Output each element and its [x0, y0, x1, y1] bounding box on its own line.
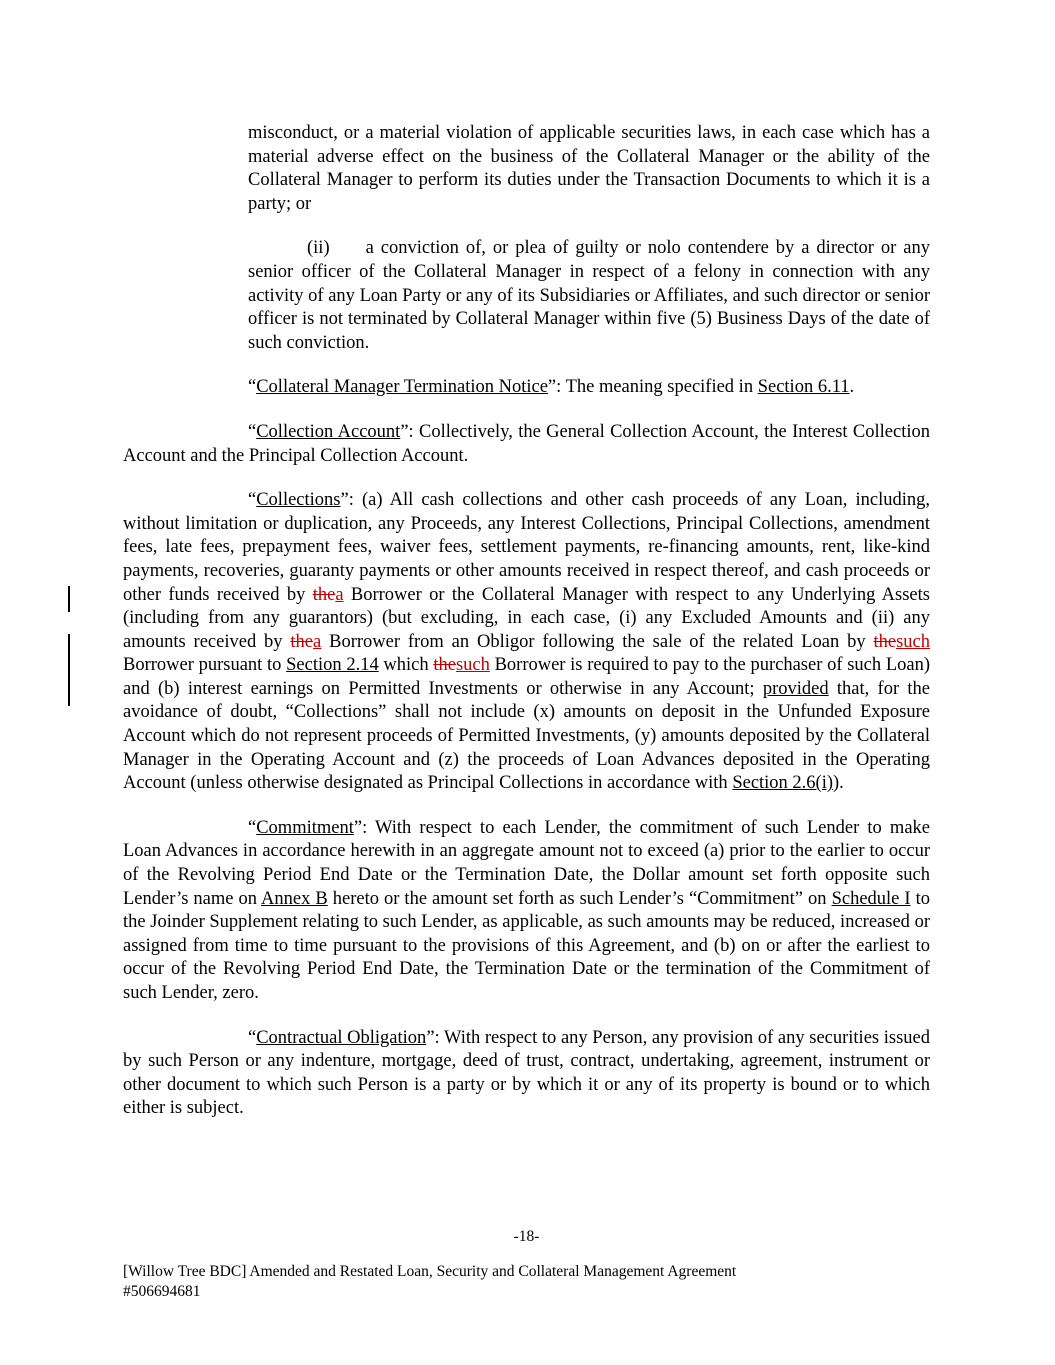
text-run: hereto or the amount set forth as such Lender’s “Commitment” on: [327, 888, 832, 909]
change-bar: [68, 586, 70, 612]
text-run: ”: With respect to each Lender, the commitment of such Lender to make Loan Advances in accordance herewith in an aggregate amount not to exceed (a) prior to the earlier to occur of the Revolving Period End Date or the Termination Date, the Dollar amount set forth opposite such Lender’s name on: [123, 817, 930, 909]
text-run: (ii): [307, 238, 330, 259]
underlined-term: Annex B: [261, 888, 328, 909]
underlined-term: Collection Account: [256, 421, 401, 442]
inserted-text: such: [455, 655, 490, 676]
paragraph-misconduct-clause: [248, 122, 930, 216]
text-run: ”: The meaning specified in: [547, 377, 758, 398]
text-run: “: [248, 490, 257, 511]
underlined-term: Commitment: [256, 817, 354, 838]
underlined-term: Collateral Manager Termination Notice: [256, 377, 548, 398]
text-run: .: [849, 377, 855, 398]
paragraph-conviction-clause: [248, 237, 930, 355]
paragraph-collateral-manager-termination-notice: [123, 376, 930, 400]
underlined-term: Collections: [256, 490, 341, 511]
deleted-text: the: [873, 631, 897, 652]
text-run: ).: [833, 773, 844, 794]
deleted-text: the: [290, 631, 314, 652]
text-run: that, for the avoidance of doubt, “Collections” shall not include (x) amounts on deposit in the Unfunded Exposure Account which do not represent proceeds of Permitted Investments, (y) amounts deposited by the Collateral Manager in the Operating Account and (z) the proceeds of Loan Advances deposited in the Operating Account (unless otherwise designated as Principal Collections in accordance with: [123, 678, 930, 794]
paragraph-collection-account: [123, 421, 930, 468]
text-run: “: [248, 817, 257, 838]
text-run: Borrower or the Collateral Manager with respect to any Underlying Assets (including from any guarantors) (but excluding, in each case, (i) any Excluded Amounts and (ii) any amounts received by: [123, 584, 930, 652]
underlined-term: provided: [762, 678, 829, 699]
text-run: “: [248, 1027, 257, 1048]
text-run: which: [378, 655, 434, 676]
inserted-text: a: [313, 631, 322, 652]
inserted-text: such: [896, 631, 930, 652]
text-run: to the Joinder Supplement relating to such Lender, as applicable, as such amounts may be reduced, increased or assigned from time to time pursuant to the provisions of this Agreement, and (b) on or after the earliest to occur of the Revolving Period End Date, the Termination Date or the termination of the Commitment of such Lender, zero.: [123, 888, 930, 1003]
text-run: Borrower is required to pay to the purchaser of such Loan) and (b) interest earnings on Permitted Investments or otherwise in any Account;: [123, 655, 930, 699]
text-run: “: [248, 377, 257, 398]
underlined-term: Schedule I: [831, 888, 911, 909]
inserted-text: a: [335, 584, 344, 605]
underlined-term: Section 6.11: [757, 377, 850, 398]
paragraph-contractual-obligation: [123, 1027, 930, 1121]
deleted-text: the: [433, 655, 456, 676]
page-number: -18-: [513, 1228, 540, 1245]
text-run: misconduct, or a material violation of applicable securities laws, in each case which has a material adverse effect on the business of the Collateral Manager or the ability of the Collateral Manager to perform its duties under the Transaction Documents to which it is a party; or: [248, 123, 930, 214]
text-run: Borrower from an Obligor following the sale of the related Loan by: [321, 631, 874, 652]
text-run: Borrower pursuant to: [123, 655, 287, 676]
footer-doc-title: [Willow Tree BDC] Amended and Restated Loan, Security and Collateral Management Agreement: [123, 1263, 737, 1280]
page-footer: [123, 1262, 930, 1302]
text-run: ”: With respect to any Person, any provision of any securities issued by such Person or any indenture, mortgage, deed of trust, contract, undertaking, agreement, instrument or other document to which such Person is a party or by which it or any of its property is bound or to which either is subject.: [123, 1027, 931, 1119]
paragraph-commitment: [123, 817, 930, 1006]
document-paragraphs: [123, 122, 930, 1142]
paragraph-collections: [123, 489, 930, 796]
text-run: ”: Collectively, the General Collection Account, the Interest Collection Account and the Principal Collection Account.: [123, 421, 930, 466]
text-run: ”: (a) All cash collections and other cash proceeds of any Loan, including, without limitation or duplication, any Proceeds, any Interest Collections, Principal Collections, amendment fees, late fees, prepayment fees, waiver fees, settlement payments, re-financing amounts, rent, like-kind payments, recoveries, guaranty payments or other amounts received in respect thereof, and cash proceeds or other funds received by: [123, 490, 930, 605]
change-bar: [68, 634, 70, 706]
text-run: “: [248, 421, 257, 442]
underlined-term: Section 2.14: [286, 655, 379, 676]
text-run: a conviction of, or plea of guilty or nolo contendere by a director or any senior officer of the Collateral Manager in respect of a felony in connection with any activity of any Loan Party or any of its Subsidiaries or Affiliates, and such director or senior officer is not terminated by Collateral Manager within five (5) Business Days of the date of such conviction.: [248, 238, 930, 353]
footer-doc-number: #506694681: [123, 1283, 201, 1300]
deleted-text: the: [312, 584, 336, 605]
underlined-term: Section 2.6(i): [732, 773, 834, 794]
underlined-term: Contractual Obligation: [256, 1027, 427, 1048]
